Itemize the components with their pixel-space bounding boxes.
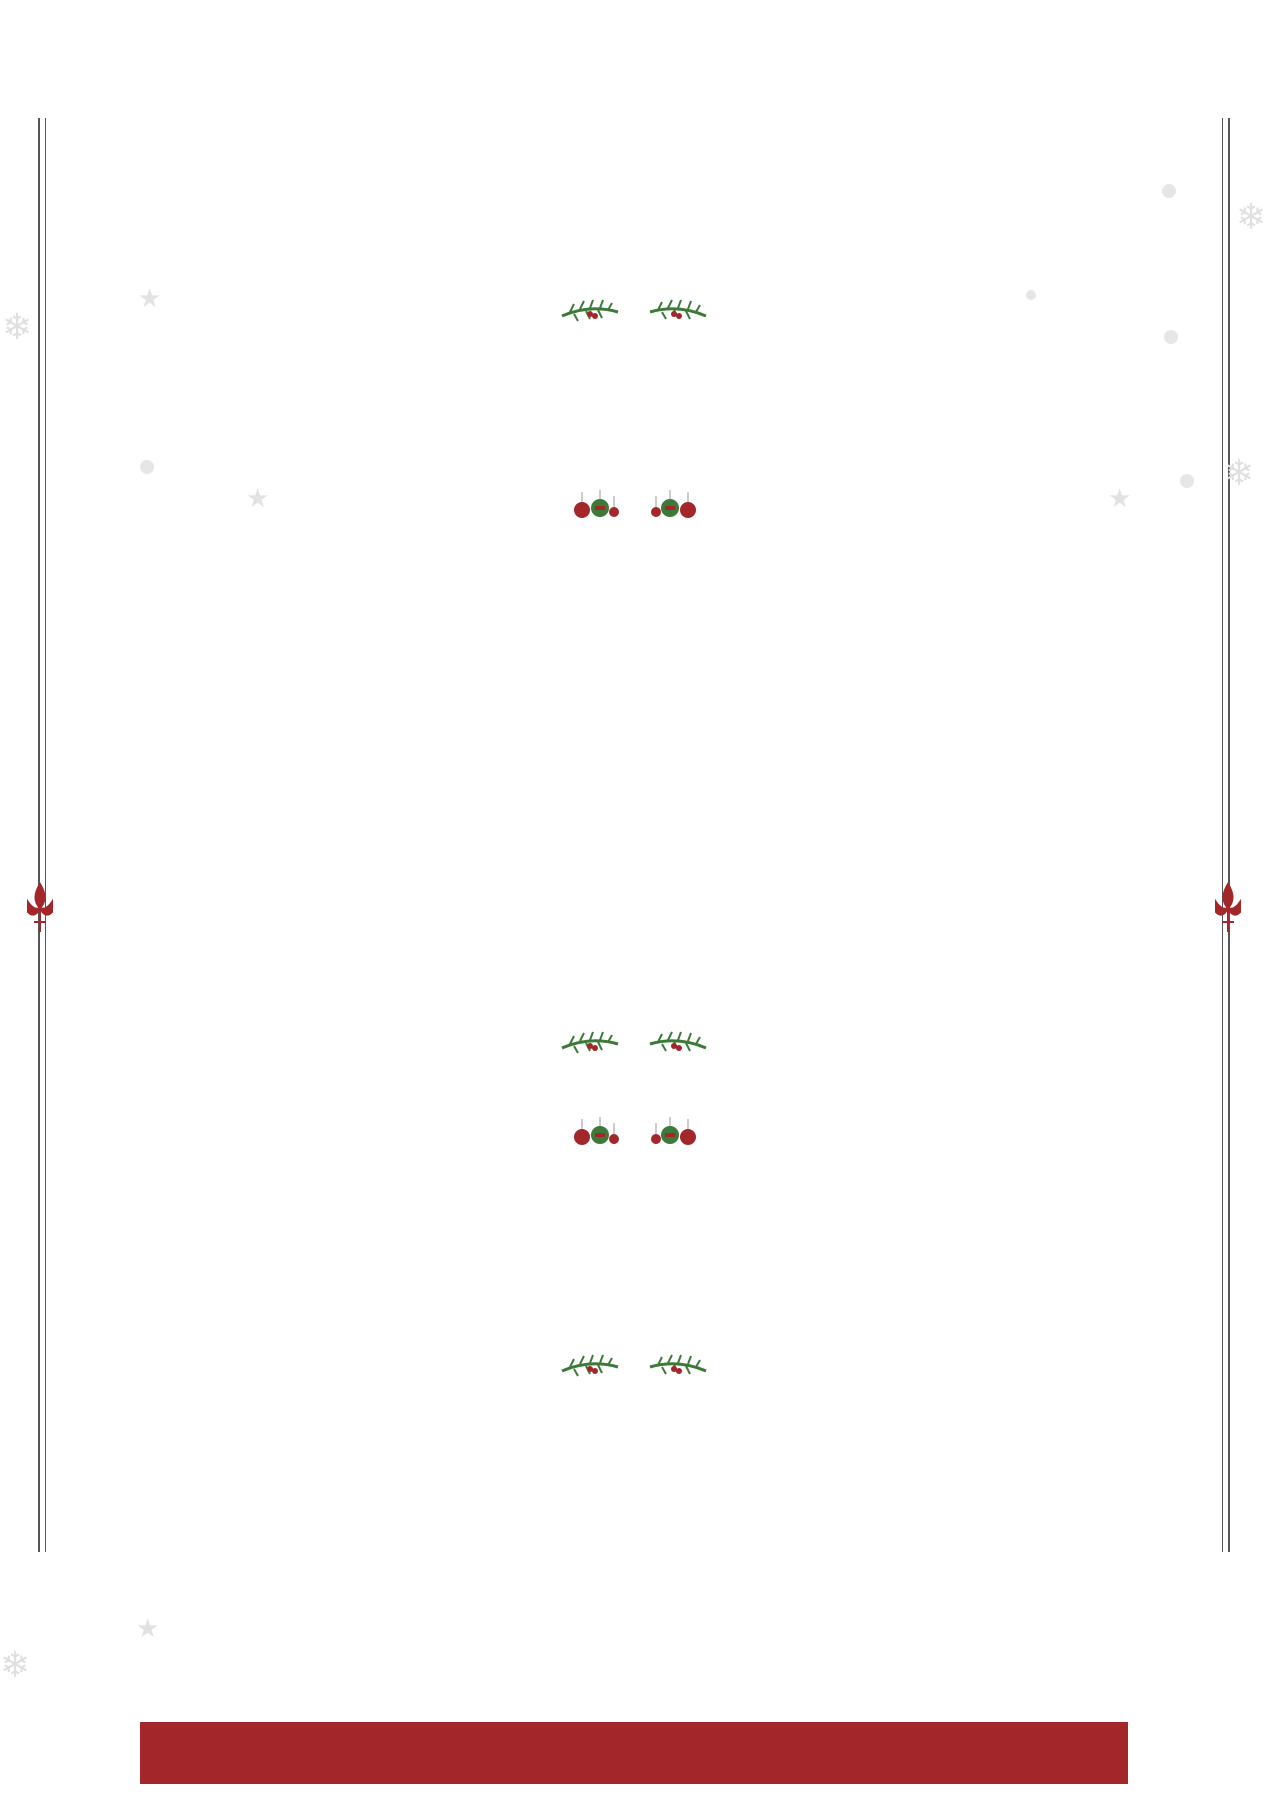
section-heading-kids xyxy=(0,1110,1268,1150)
holly-sprig-icon xyxy=(648,1030,708,1058)
footer-banner xyxy=(140,1722,1128,1784)
snowflake-icon: ❄ xyxy=(0,1645,31,1685)
bauble-ornaments-icon xyxy=(648,488,698,522)
holly-sprig-icon xyxy=(648,298,708,326)
bauble-ornaments-icon xyxy=(648,1115,698,1149)
frame-border-right-inner xyxy=(1222,118,1223,1552)
frame-border-right xyxy=(1228,118,1230,1552)
bauble-ornaments-icon xyxy=(570,1115,620,1149)
holly-sprig-icon xyxy=(560,1353,620,1381)
bauble-ornaments-icon xyxy=(570,488,620,522)
snow-dot xyxy=(140,460,154,474)
snow-dot xyxy=(1164,330,1178,344)
snowflake-icon: ❄ xyxy=(1236,197,1267,237)
fleur-de-lis-icon xyxy=(1214,882,1242,934)
section-heading-desserts xyxy=(0,1022,1268,1062)
holly-sprig-icon xyxy=(560,1030,620,1058)
frame-border-left-inner xyxy=(45,118,46,1552)
section-heading-drinks xyxy=(0,1345,1268,1385)
frame-border-left xyxy=(38,118,40,1552)
star-icon: ★ xyxy=(138,284,162,313)
snow-dot xyxy=(1162,184,1176,198)
pine-branches-top-decoration xyxy=(0,0,1268,120)
star-icon: ★ xyxy=(136,1614,160,1643)
snowflake-icon: ❄ xyxy=(1224,453,1255,493)
fleur-de-lis-icon xyxy=(26,882,54,934)
snowflake-icon: ❄ xyxy=(2,307,33,347)
holly-sprig-icon xyxy=(560,298,620,326)
section-heading-small-plates xyxy=(0,290,1268,330)
star-icon: ★ xyxy=(1108,484,1132,513)
section-heading-main-course xyxy=(0,483,1268,523)
holly-sprig-icon xyxy=(648,1353,708,1381)
star-icon: ★ xyxy=(246,484,270,513)
